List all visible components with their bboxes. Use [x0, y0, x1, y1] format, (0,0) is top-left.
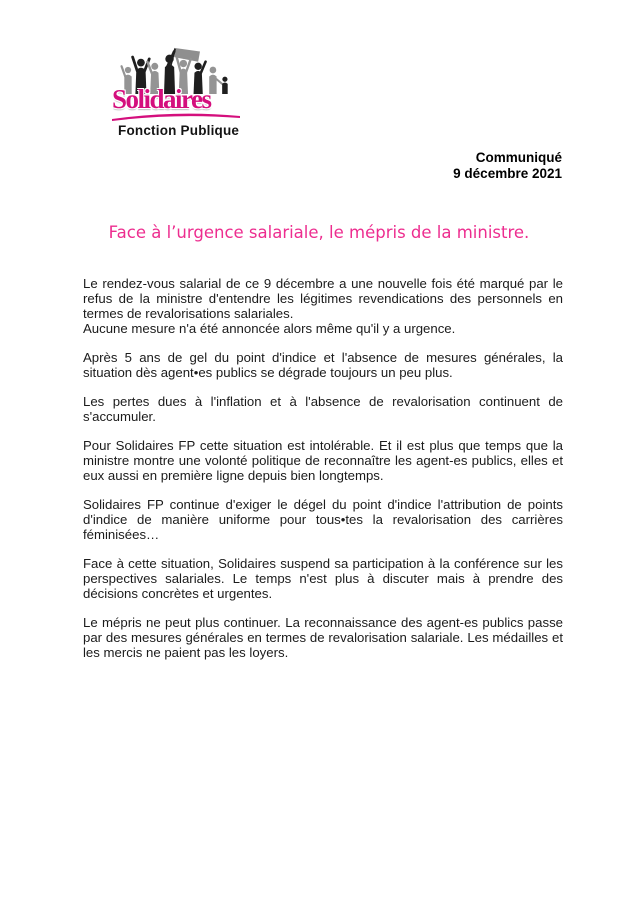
doc-type-label: Communiqué [475, 150, 562, 165]
paragraph: Solidaires FP continue d'exiger le dégel du point d'indice l'attribution de points d'indice de manière uniforme pour tous•tes la revalorisation des carrières féminisées… [83, 497, 563, 542]
paragraph: Les pertes dues à l'inflation et à l'absence de revalorisation continuent de s'accumuler. [83, 394, 563, 424]
page-title: Face à l’urgence salariale, le mépris de la ministre. [108, 223, 530, 242]
brand-swoosh-icon [112, 113, 240, 122]
paragraph: Face à cette situation, Solidaires suspend sa participation à la conférence sur les perspectives salariales. Le temps n'est plus à discuter mais à prendre des décisions concrètes et urgentes. [83, 556, 563, 601]
doc-date: 9 décembre 2021 [453, 166, 562, 181]
solidaires-logo [112, 46, 252, 138]
paragraph: Pour Solidaires FP cette situation est intolérable. Et il est plus que temps que la ministre montre une volonté politique de reconnaître les agent-es publics, elles et eux aussi en première ligne depuis bien longtemps. [83, 438, 563, 483]
logo-wordmark: Solidaires [112, 84, 211, 114]
logo-subtitle: Fonction Publique [118, 123, 240, 138]
paragraph: Après 5 ans de gel du point d'indice et l'absence de mesures générales, la situation dès agent•es publics se dégrade toujours un peu plus. [83, 350, 563, 380]
paragraph: Le mépris ne peut plus continuer. La reconnaissance des agent-es publics passe par des mesures générales en termes de revalorisation salariale. Les médailles et les mercis ne paient pas les loyers. [83, 615, 563, 660]
communique-header [453, 150, 562, 182]
paragraph: Le rendez-vous salarial de ce 9 décembre a une nouvelle fois été marqué par le refus de la ministre d'entendre les légitimes revendications des personnels en termes de revalorisations salariales. [83, 276, 563, 321]
paragraph: Aucune mesure n'a été annoncée alors même qu'il y a urgence. [83, 321, 456, 336]
body-paragraphs [83, 276, 563, 660]
